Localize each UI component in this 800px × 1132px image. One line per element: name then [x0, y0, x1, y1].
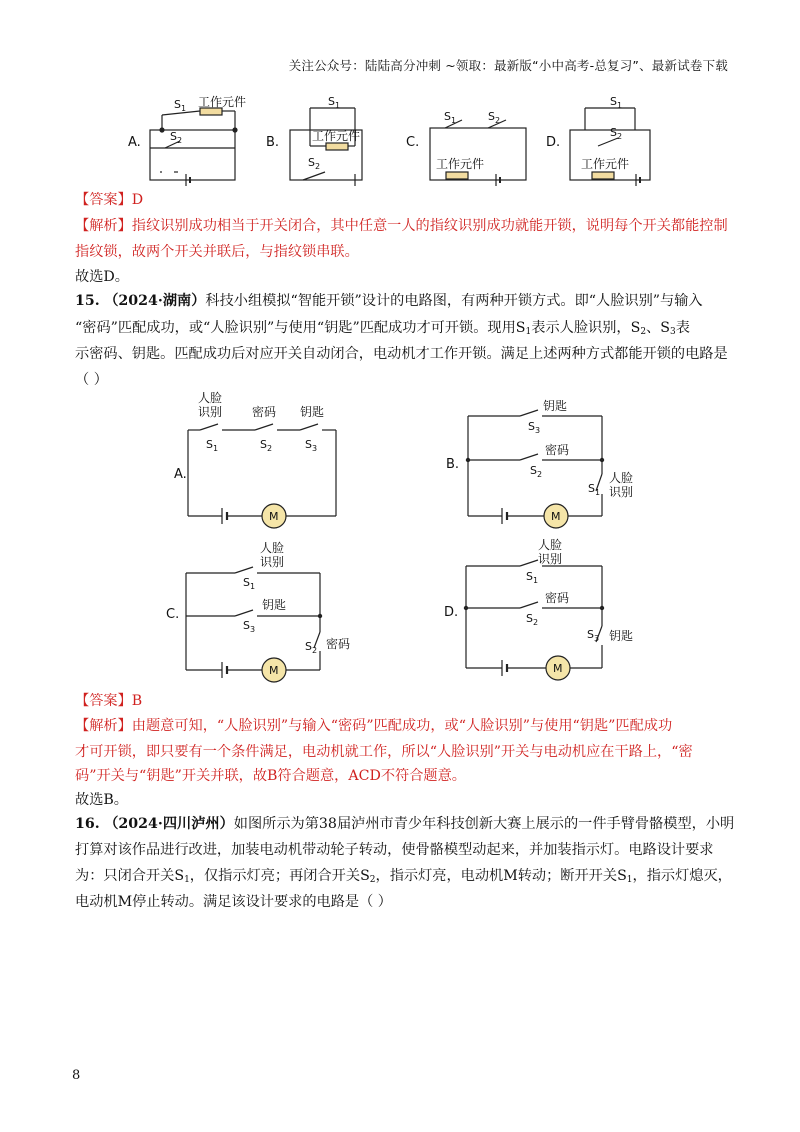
- q14-circuit-a: [150, 130, 235, 180]
- q15-b-s3: $S_3$: [528, 420, 541, 435]
- q15-a-s1: $S_1$: [206, 438, 219, 453]
- q15-d-key: 钥匙: [609, 629, 634, 643]
- q14-circuit-d: [570, 108, 650, 186]
- q15-c-s1: $S_1$: [243, 576, 256, 591]
- q14-option-c: C.: [406, 135, 420, 150]
- q14-option-b: B.: [266, 135, 280, 150]
- q14-circuit-c: [430, 120, 526, 186]
- q14-circuit-a-detail: [160, 108, 237, 186]
- q15-d-password: 密码: [545, 591, 570, 605]
- q15-source: （2024·湖南）: [104, 293, 206, 309]
- q14-b-work-element: 工作元件: [312, 129, 361, 143]
- q15-d-s3: $S_3$: [587, 628, 600, 643]
- q15-d-s2: $S_2$: [526, 612, 539, 627]
- q14-b-s2: $S_2$: [308, 156, 321, 171]
- q14-d-s1: $S_1$: [610, 95, 623, 110]
- q14-option-d: D.: [546, 135, 561, 150]
- q15-b-s2: $S_2$: [530, 464, 543, 479]
- q16-stem-3: 为：只闭合开关S1，仅指示灯亮；再闭合开关S2，指示灯亮，电动机M转动；断开开关S1，指示灯熄灭，: [75, 868, 732, 885]
- q15-analysis-2: 才可开锁，即只要有一个条件满足，电动机就工作，所以“人脸识别”开关与电动机应在干路上，“密: [75, 744, 693, 760]
- q16-stem-4: 电动机M停止转动。满足该设计要求的电路是（ ）: [75, 894, 392, 910]
- q15-a-password: 密码: [252, 405, 277, 419]
- q15-c-s3: $S_3$: [243, 619, 256, 634]
- q15-circuit-figures: [0, 388, 800, 688]
- q15-a-face-2: 识别: [198, 405, 223, 419]
- q15-d-motor: M: [553, 662, 563, 675]
- q15-b-face-2: 识别: [609, 485, 634, 499]
- q14-d-work-element: 工作元件: [581, 157, 630, 171]
- q15-option-c: C.: [166, 607, 180, 622]
- q14-d-s2: $S_2$: [610, 126, 623, 141]
- q14-c-s1: $S_1$: [444, 110, 457, 125]
- q15-stem-4: （ ）: [75, 372, 108, 388]
- q15-c-motor: M: [269, 664, 279, 677]
- q16-stem-2: 打算对该作品进行改进，加装电动机带动轮子转动，使骨骼模型动起来，并加装指示灯。电路设计要求: [75, 842, 714, 858]
- q14-circuit-b: [290, 108, 362, 186]
- q14-choice: 故选D。: [75, 269, 129, 285]
- q16-stem-1: 16. （2024·四川泸州）如图所示为第38届泸州市青少年科技创新大赛上展示的一件手臂骨骼模型，小明: [75, 816, 735, 832]
- page-header: 关注公众号：陆陆高分冲刺 ~领取：最新版“小中高考-总复习”、最新试卷下载: [288, 58, 728, 73]
- q14-a-s1: $S_1$: [174, 98, 187, 113]
- q15-stem-2: “密码”匹配成功，或“人脸识别”与使用“钥匙”匹配成功才可开锁。现用S1表示人脸识别，S2、S3表: [75, 320, 690, 337]
- q15-c-face-2: 识别: [260, 555, 285, 569]
- page-number: 8: [72, 1068, 81, 1083]
- q15-d-s1: $S_1$: [526, 570, 539, 585]
- q15-option-b: B.: [446, 457, 460, 472]
- q15-c-key: 钥匙: [262, 598, 287, 612]
- q15-c-s2: $S_2$: [305, 640, 318, 655]
- q16-number: 16.: [75, 816, 100, 832]
- q15-a-s2: $S_2$: [260, 438, 273, 453]
- q15-d-face-1: 人脸: [538, 538, 563, 552]
- q14-b-s1: $S_1$: [328, 95, 341, 110]
- q15-b-key: 钥匙: [543, 399, 568, 413]
- q15-c-password: 密码: [326, 637, 351, 651]
- q15-analysis-1: 【解析】由题意可知，“人脸识别”与输入“密码”匹配成功，或“人脸识别”与使用“钥匙”匹配成功: [75, 718, 673, 734]
- q15-analysis-3: 码”开关与“钥匙”开关并联，故B符合题意，ACD不符合题意。: [75, 768, 466, 784]
- q15-a-face-1: 人脸: [198, 391, 223, 405]
- q15-a-motor: M: [269, 510, 279, 523]
- q15-stem-3: 示密码、钥匙。匹配成功后对应开关自动闭合，电动机才工作开锁。满足上述两种方式都能开锁的电路是: [75, 346, 728, 362]
- q15-b-motor: M: [551, 510, 561, 523]
- q14-a-s2: $S_2$: [170, 130, 183, 145]
- q15-choice: 故选B。: [75, 792, 128, 808]
- q14-answer: 【答案】D: [75, 192, 144, 208]
- q14-analysis-1: 【解析】指纹识别成功相当于开关闭合，其中任意一人的指纹识别成功就能开锁，说明每个开关都能控制: [75, 218, 728, 234]
- q15-b-password: 密码: [545, 443, 570, 457]
- q15-b-s1: $S_1$: [588, 482, 601, 497]
- q15-option-a: A.: [174, 467, 187, 482]
- q15-c-face-1: 人脸: [260, 541, 285, 555]
- q15-b-face-1: 人脸: [609, 471, 634, 485]
- q14-c-s2: $S_2$: [488, 110, 501, 125]
- q14-a-work-element: 工作元件: [198, 95, 247, 109]
- q16-source: （2024·四川泸州）: [104, 816, 234, 832]
- q14-option-a: A.: [128, 135, 141, 150]
- q15-stem-1: 15. （2024·湖南）科技小组模拟“智能开锁”设计的电路图，有两种开锁方式。即“人脸识别”与输入: [75, 293, 703, 309]
- q15-a-s3: $S_3$: [305, 438, 318, 453]
- q14-c-work-element: 工作元件: [436, 157, 485, 171]
- q14-analysis-2: 指纹锁，故两个开关并联后，与指纹锁串联。: [75, 244, 359, 260]
- q15-a-key: 钥匙: [300, 405, 325, 419]
- q15-number: 15.: [75, 293, 100, 309]
- q15-answer: 【答案】B: [75, 693, 143, 709]
- q15-d-face-2: 识别: [538, 552, 563, 566]
- q15-option-d: D.: [444, 605, 459, 620]
